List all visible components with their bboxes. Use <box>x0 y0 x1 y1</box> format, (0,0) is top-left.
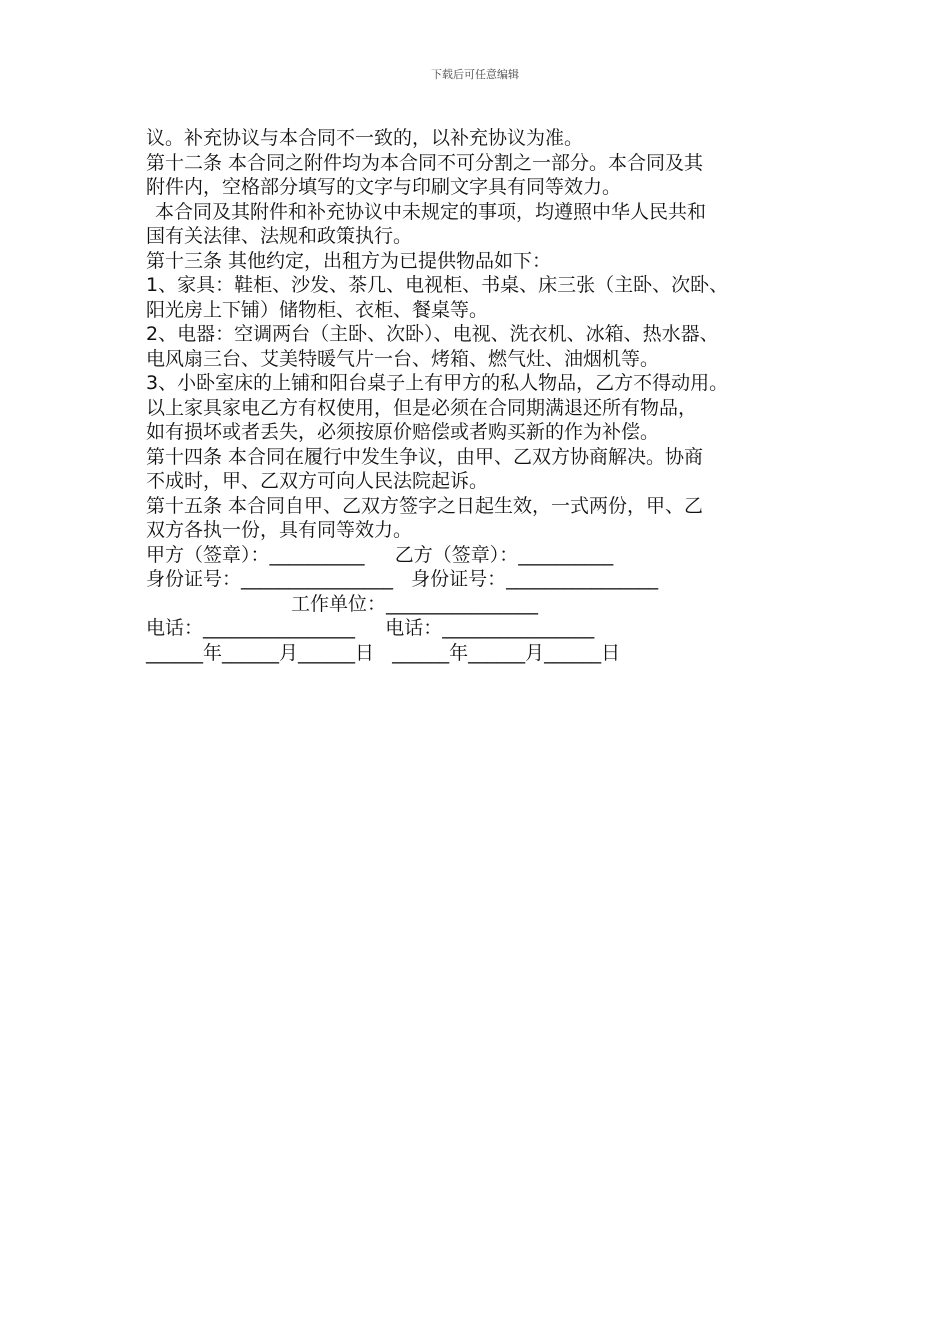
contract-body <box>146 126 826 665</box>
paragraph-line: 如有损坏或者丢失，必须按原价赔偿或者购买新的作为补偿。 <box>146 421 660 443</box>
paragraph-line: 第十四条 本合同在履行中发生争议，由甲、乙双方协商解决。协商 <box>146 445 704 468</box>
paragraph-line: 1、家具：鞋柜、沙发、茶几、电视柜、书桌、床三张（主卧、次卧、 <box>146 274 729 296</box>
paragraph-line: 电风扇三台、艾美特暖气片一台、烤箱、燃气灶、油烟机等。 <box>146 347 660 370</box>
party-signature-row: 甲方（签章）：__________ 乙方（签章）：__________ <box>146 543 614 566</box>
work-unit-row: 工作单位：________________ <box>291 592 539 615</box>
paragraph-line: 附件内，空格部分填写的文字与印刷文字具有同等效力。 <box>146 176 622 198</box>
date-row: ______年______月______日 ______年______月______日 <box>146 641 621 664</box>
phone-row: 电话：________________ 电话：________________ <box>146 617 595 639</box>
id-number-row: 身份证号：________________ 身份证号：________________ <box>146 568 659 590</box>
paragraph-line: 阳光房上下铺）储物柜、衣柜、餐桌等。 <box>146 298 489 321</box>
paragraph-line: 第十二条 本合同之附件均为本合同不可分割之一部分。本合同及其 <box>146 151 704 174</box>
signature-block <box>146 543 826 666</box>
paragraph-line: 第十五条 本合同自甲、乙双方签字之日起生效，一式两份，甲、乙 <box>146 494 704 517</box>
paragraph-line: 本合同及其附件和补充协议中未规定的事项，均遵照中华人民共和 <box>155 200 707 223</box>
paragraph-line: 2、电器：空调两台（主卧、次卧）、电视、洗衣机、冰箱、热水器、 <box>146 323 719 345</box>
page-header: 下载后可任意编辑 <box>431 68 519 81</box>
paragraph-line: 双方各执一份，具有同等效力。 <box>146 519 413 541</box>
paragraph-line: 不成时，甲、乙双方可向人民法院起诉。 <box>146 470 489 492</box>
paragraph-line: 国有关法律、法规和政策执行。 <box>146 225 413 247</box>
paragraph-line: 3、小卧室床的上铺和阳台桌子上有甲方的私人物品，乙方不得动用。 <box>146 372 729 394</box>
paragraph-line: 议。补充协议与本合同不一致的，以补充协议为准。 <box>146 127 584 149</box>
paragraph-line: 以上家具家电乙方有权使用，但是必须在合同期满退还所有物品， <box>146 396 698 419</box>
paragraph-line: 第十三条 其他约定，出租方为已提供物品如下： <box>146 249 552 272</box>
